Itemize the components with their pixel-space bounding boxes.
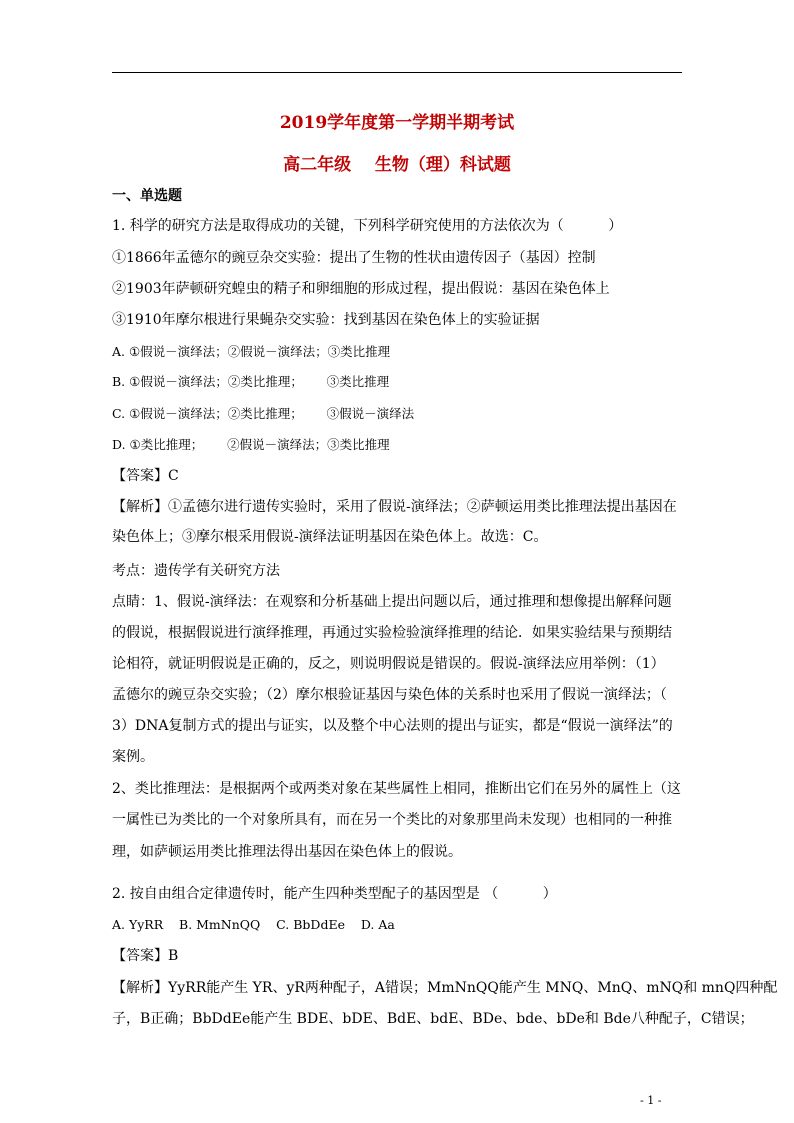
question-2-analysis-line: 子，B正确；BbDdEe能产生 BDE、bDE、BdE、bdE、BDe、bde、bDe和 Bde八种配子，C错误；: [112, 1011, 754, 1027]
exam-subtitle: 高二年级 生物（理）科试题: [283, 155, 511, 175]
question-2-options: A. YyRR B. MmNnQQ C. BbDdEe D. Aa: [112, 917, 395, 932]
question-1-note-line: 2、类比推理法：是根据两个或两类对象在某些属性上相同，推断出它们在另外的属性上（这: [112, 781, 681, 797]
question-1-item: ①1866年孟德尔的豌豆杂交实验：提出了生物的性状由遗传因子（基因）控制: [112, 250, 596, 266]
question-1-option-d: D. ①类比推理； ②假说－演绎法；③类比推理: [112, 437, 390, 452]
question-1-note-line: 的假说，根据假说进行演绎推理，再通过实验检验演绎推理的结论．如果实验结果与预期结: [112, 625, 672, 641]
question-1-note-line: 理，如萨顿运用类比推理法得出基因在染色体上的假说。: [112, 844, 462, 860]
question-1-option-c: C. ①假说－演绎法；②类比推理； ③假说－演绎法: [112, 406, 415, 421]
question-1-note-line: 论相符，就证明假说是正确的，反之，则说明假说是错误的。假说-演绎法应用举例：（1）: [112, 656, 665, 672]
question-1-item: ③1910年摩尔根进行果蝇杂交实验：找到基因在染色体上的实验证据: [112, 312, 540, 328]
question-1-kaodian: 考点：遗传学有关研究方法: [112, 563, 280, 579]
header-rule: [112, 72, 682, 73]
question-1-option-a: A. ①假说－演绎法；②假说－演绎法；③类比推理: [112, 344, 391, 359]
section-heading: 一、单选题: [112, 188, 182, 204]
question-1-note-line: 案例。: [112, 749, 154, 765]
question-1-note-line: 一属性已为类比的一个对象所具有，而在另一个类比的对象那里尚未发现）也相同的一种推: [112, 812, 672, 828]
question-1-note-line: 孟德尔的豌豆杂交实验；（2）摩尔根验证基因与染色体的关系时也采用了假说一演绎法；（: [112, 687, 667, 703]
question-2-analysis-line: 【解析】YyRR能产生 YR、yR两种配子，A错误；MmNnQQ能产生 MNQ、MnQ、mNQ和 mnQ四种配: [112, 980, 778, 996]
question-2-answer: 【答案】B: [112, 948, 179, 964]
question-2-stem: 2. 按自由组合定律遗传时，能产生四种类型配子的基因型是 （ ）: [112, 886, 557, 902]
question-1-note-line: 点睛：1、假说-演绎法：在观察和分析基础上提出问题以后，通过推理和想像提出解释问题: [112, 594, 672, 610]
question-1-item: ②1903年萨顿研究蝗虫的精子和卵细胞的形成过程，提出假说：基因在染色体上: [112, 281, 610, 297]
question-1-answer: 【答案】C: [112, 468, 179, 484]
exam-title: 2019学年度第一学期半期考试: [279, 113, 515, 133]
question-1-analysis-line: 染色体上；③摩尔根采用假说-演绎法证明基因在染色体上。故选：C。: [112, 529, 548, 545]
question-1-note-line: 3）DNA复制方式的提出与证实，以及整个中心法则的提出与证实，都是“假说一演绎法”的: [112, 718, 673, 734]
question-1-analysis-line: 【解析】①孟德尔进行遗传实验时，采用了假说-演绎法；②萨顿运用类比推理法提出基因在: [112, 499, 677, 515]
question-1-stem: 1. 科学的研究方法是取得成功的关键，下列科学研究使用的方法依次为（ ）: [112, 218, 623, 234]
page-number: - 1 -: [640, 1094, 662, 1107]
question-1-option-b: B. ①假说－演绎法；②类比推理； ③类比推理: [112, 374, 390, 389]
